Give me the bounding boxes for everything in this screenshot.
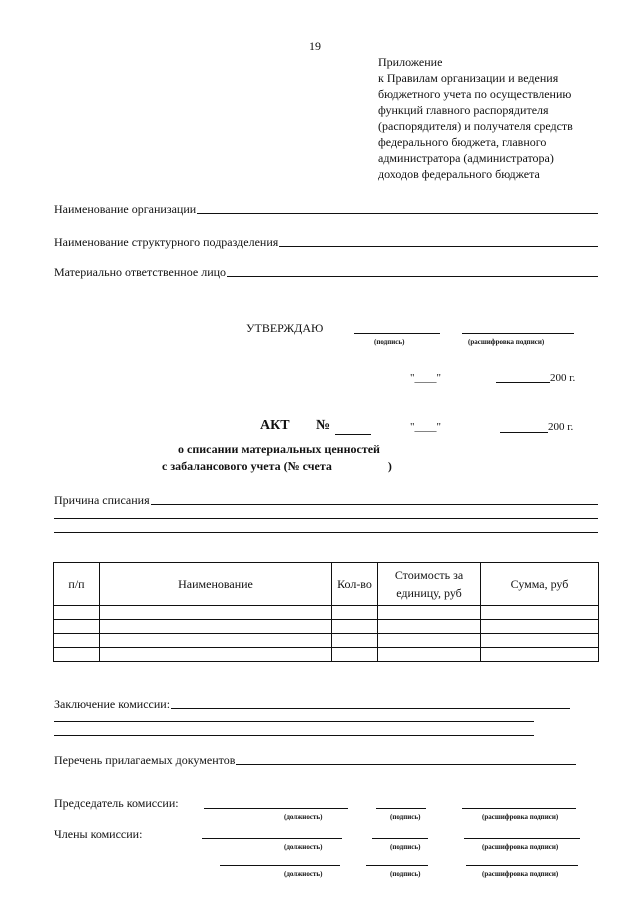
cell-price[interactable] [378, 648, 481, 662]
cell-num[interactable] [54, 606, 100, 620]
responsible-line[interactable] [227, 275, 598, 277]
member-2-position-line[interactable] [220, 865, 340, 866]
table-row [54, 606, 599, 620]
header-sum: Сумма, руб [481, 563, 599, 606]
conclusion-line-3[interactable] [54, 735, 534, 736]
member-2-position-caption: (должность) [284, 870, 323, 878]
appendix-line-6: федерального бюджета, главного [378, 135, 547, 149]
header-price [378, 563, 481, 606]
organization-line[interactable] [197, 212, 598, 214]
reason-line-2[interactable] [54, 518, 598, 519]
conclusion-line-2[interactable] [54, 721, 534, 722]
chairman-signature-line[interactable] [376, 808, 426, 809]
cell-price[interactable] [378, 620, 481, 634]
subdivision-line[interactable] [279, 245, 598, 247]
member-1-decode-caption: (расшифровка подписи) [482, 843, 559, 851]
subdivision-label: Наименование структурного подразделения [54, 235, 279, 249]
header-qty: Кол-во [332, 563, 378, 606]
header-price-line-2: единицу, руб [396, 586, 462, 600]
act-date-day[interactable]: "____" [410, 421, 441, 433]
appendix-line-3: бюджетного учета по осуществлению [378, 87, 572, 101]
cell-name[interactable] [100, 634, 332, 648]
chairman-position-caption: (должность) [284, 813, 323, 821]
member-1-decode-line[interactable] [464, 838, 580, 839]
cell-qty[interactable] [332, 620, 378, 634]
approve-date-month-line[interactable] [496, 382, 550, 383]
responsible-field[interactable] [54, 264, 598, 280]
cell-sum[interactable] [481, 606, 599, 620]
documents-label: Перечень прилагаемых документов [54, 753, 236, 767]
member-1-signature-line[interactable] [372, 838, 428, 839]
page-number: 19 [309, 39, 321, 53]
subdivision-field[interactable] [54, 234, 598, 250]
member-2-decode-caption: (расшифровка подписи) [482, 870, 559, 878]
approve-date-year: 200 г. [550, 372, 576, 384]
approve-signature-line[interactable] [354, 333, 440, 334]
organization-label: Наименование организации [54, 202, 197, 216]
reason-line-3[interactable] [54, 532, 598, 533]
appendix-line-8: доходов федерального бюджета [378, 167, 540, 181]
approve-decode-caption: (расшифровка подписи) [468, 338, 545, 346]
reason-label: Причина списания [54, 493, 150, 507]
cell-price[interactable] [378, 634, 481, 648]
appendix-line-5: (распорядителя) и получателя средств [378, 119, 573, 133]
header-num: п/п [54, 563, 100, 606]
appendix-line-4: функций главного распорядителя [378, 103, 549, 117]
organization-field[interactable] [54, 201, 598, 217]
items-table [53, 562, 599, 662]
cell-sum[interactable] [481, 620, 599, 634]
cell-num[interactable] [54, 620, 100, 634]
appendix-block [378, 54, 618, 182]
act-subtitle-2-close: ) [387, 459, 392, 473]
act-number-sign: № [316, 418, 331, 433]
conclusion-label: Заключение комиссии: [54, 697, 171, 711]
member-2-signature-caption: (подпись) [390, 870, 421, 878]
cell-name[interactable] [100, 620, 332, 634]
cell-name[interactable] [100, 606, 332, 620]
table-row [54, 634, 599, 648]
header-price-line-1: Стоимость за [394, 568, 464, 582]
chairman-decode-caption: (расшифровка подписи) [482, 813, 559, 821]
documents-field[interactable] [54, 752, 576, 768]
approve-date-day[interactable]: "____" [410, 372, 441, 384]
chairman-decode-line[interactable] [462, 808, 576, 809]
table-row [54, 620, 599, 634]
members-label: Члены комиссии: [54, 827, 143, 841]
act-date-year: 200 г. [548, 421, 574, 433]
member-2-signature-line[interactable] [366, 865, 428, 866]
cell-price[interactable] [378, 606, 481, 620]
approve-title: УТВЕРЖДАЮ [246, 321, 324, 335]
header-name: Наименование [100, 563, 332, 606]
appendix-line-1: Приложение [378, 55, 443, 69]
cell-sum[interactable] [481, 634, 599, 648]
conclusion-line-1[interactable] [171, 707, 570, 709]
appendix-line-2: к Правилам организации и ведения [378, 71, 559, 85]
act-title: АКТ [260, 418, 290, 433]
approve-decode-line[interactable] [462, 333, 574, 334]
reason-field[interactable] [54, 492, 598, 508]
cell-qty[interactable] [332, 606, 378, 620]
responsible-label: Материально ответственное лицо [54, 265, 227, 279]
cell-num[interactable] [54, 648, 100, 662]
documents-line[interactable] [236, 763, 576, 765]
member-1-position-line[interactable] [202, 838, 342, 839]
member-1-signature-caption: (подпись) [390, 843, 421, 851]
act-subtitle-2-text: с забалансового учета (№ счета [162, 459, 332, 473]
chairman-position-line[interactable] [204, 808, 348, 809]
act-subtitle-1: о списании материальных ценностей [178, 442, 380, 456]
member-2-decode-line[interactable] [466, 865, 578, 866]
cell-qty[interactable] [332, 634, 378, 648]
reason-line-1[interactable] [151, 503, 598, 505]
chairman-label: Председатель комиссии: [54, 796, 179, 810]
table-header-row [54, 563, 599, 606]
cell-name[interactable] [100, 648, 332, 662]
appendix-line-7: администратора (администратора) [378, 151, 554, 165]
act-date-month-line[interactable] [500, 432, 548, 433]
act-subtitle-2 [162, 459, 392, 474]
member-1-position-caption: (должность) [284, 843, 323, 851]
table-row [54, 648, 599, 662]
chairman-signature-caption: (подпись) [390, 813, 421, 821]
conclusion-field[interactable] [54, 696, 570, 712]
approve-signature-caption: (подпись) [374, 338, 405, 346]
cell-sum[interactable] [481, 648, 599, 662]
cell-num[interactable] [54, 634, 100, 648]
act-number-line[interactable] [335, 434, 371, 435]
cell-qty[interactable] [332, 648, 378, 662]
